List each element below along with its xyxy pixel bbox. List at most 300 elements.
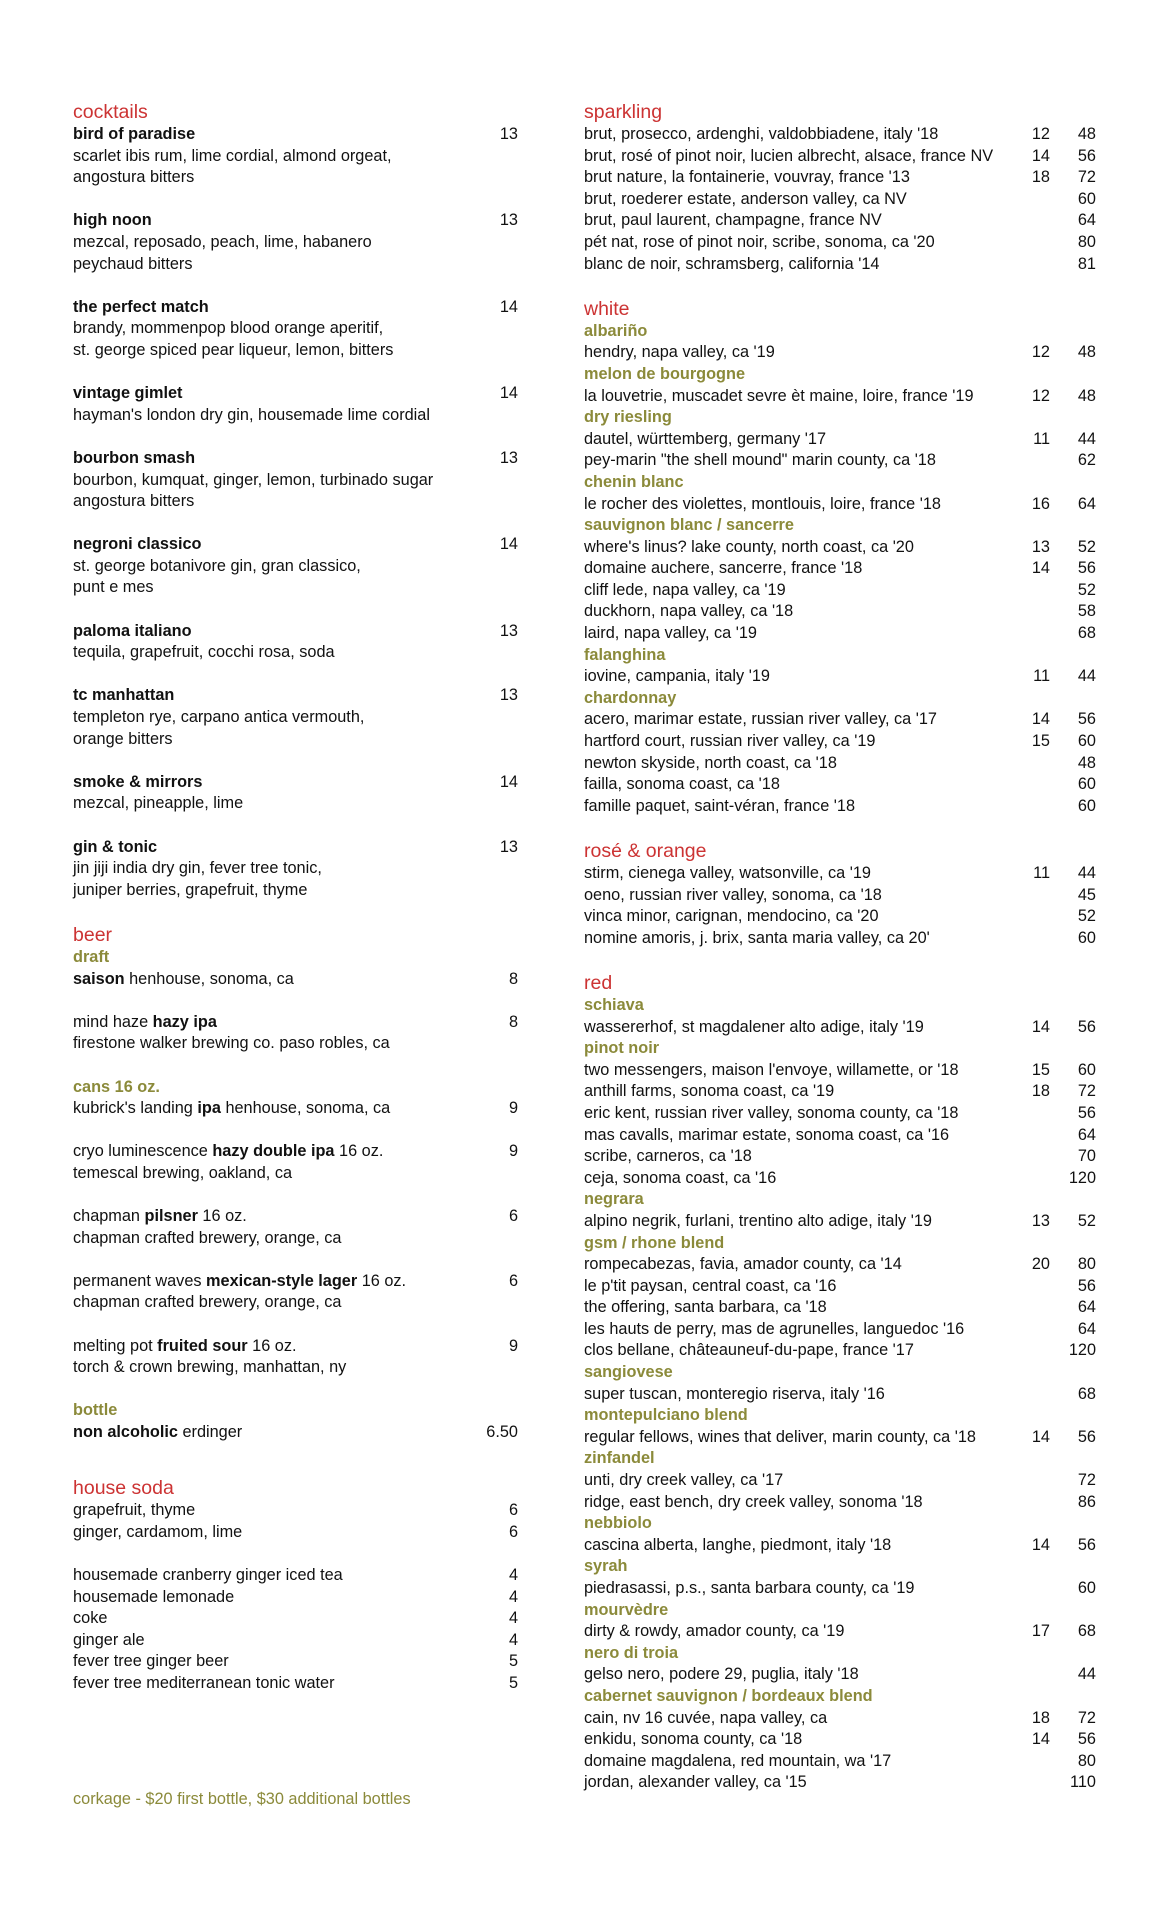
item-description: la louvetrie, muscadet sevre èt maine, loire, france '19: [584, 386, 974, 405]
item-description: eric kent, russian river valley, sonoma county, ca '18: [584, 1103, 959, 1122]
item-description: iovine, campania, italy '19: [584, 667, 770, 686]
spacer: [584, 275, 1096, 297]
item-suffix: 16 oz.: [197, 1207, 247, 1226]
menu-line: [73, 491, 518, 513]
item-description: the offering, santa barbara, ca '18: [584, 1298, 827, 1317]
item-description: failla, sonoma coast, ca '18: [584, 775, 780, 794]
price-glass: 13: [499, 448, 518, 467]
menu-line: [584, 1384, 1096, 1406]
price-bottle: 68: [1077, 1384, 1096, 1403]
subsection-heading: pinot noir: [584, 1039, 660, 1058]
item-suffix: 16 oz.: [334, 1142, 384, 1161]
price-bottle: 56: [1077, 1017, 1096, 1036]
menu-item: [73, 621, 518, 643]
price-bottle: 60: [1077, 796, 1096, 815]
item-description: temescal brewing, oakland, ca: [73, 1163, 293, 1182]
menu-line: [584, 1470, 1096, 1492]
item-name: smoke & mirrors: [73, 772, 203, 791]
price-glass: 4: [508, 1630, 518, 1649]
subsection-heading: nebbiolo: [584, 1514, 652, 1533]
item-description: hartford court, russian river valley, ca '19: [584, 732, 876, 751]
spacer: [73, 1543, 518, 1565]
item-description: stirm, cienega valley, watsonville, ca '19: [584, 864, 871, 882]
menu-line: [73, 167, 518, 189]
menu-line: [584, 1578, 1096, 1600]
item-description: le rocher des violettes, montlouis, loire, france '18: [584, 494, 941, 513]
subsection-heading: dry riesling: [584, 408, 672, 427]
price-bottle: 56: [1077, 1276, 1096, 1295]
price-bottle: 48: [1077, 753, 1096, 772]
item-style: ipa: [197, 1099, 221, 1118]
item-name: paloma italiano: [73, 621, 192, 640]
price-glass: 15: [1031, 1060, 1050, 1079]
menu-line: [73, 880, 518, 902]
item-description: jin jiji india dry gin, fever tree tonic,: [73, 859, 322, 878]
menu-item: [73, 448, 518, 470]
subsection-heading: montepulciano blend: [584, 1406, 748, 1425]
price-bottle: 62: [1077, 451, 1096, 470]
price-glass: 13: [499, 837, 518, 856]
menu-line: [73, 470, 518, 492]
item-name: the perfect match: [73, 297, 209, 316]
price-bottle: 48: [1077, 125, 1096, 143]
price-glass: 13: [499, 621, 518, 640]
price-glass: 14: [499, 297, 518, 316]
item-description: torch & crown brewing, manhattan, ny: [73, 1358, 347, 1377]
price-glass: 17: [1031, 1622, 1050, 1641]
price-bottle: 56: [1077, 1730, 1096, 1749]
menu-line: [584, 146, 1096, 168]
price-bottle: 56: [1077, 1427, 1096, 1446]
item-description: piedrasassi, p.s., santa barbara county, ca '19: [584, 1579, 915, 1597]
item-description: juniper berries, grapefruit, thyme: [73, 880, 308, 899]
item-description: ridge, east bench, dry creek valley, sonoma '18: [584, 1492, 923, 1511]
item-description: punt e mes: [73, 578, 154, 597]
item-description: dautel, württemberg, germany '17: [584, 429, 827, 448]
menu-line: [584, 558, 1096, 580]
price-bottle: 86: [1077, 1492, 1096, 1511]
menu-line: [73, 1651, 518, 1673]
menu-line: [584, 1772, 1096, 1794]
subsection-heading: gsm / rhone blend: [584, 1233, 725, 1252]
price-glass: 14: [1031, 1730, 1050, 1749]
section-heading: white: [584, 297, 630, 320]
item-description: hayman's london dry gin, housemade lime cordial: [73, 405, 430, 424]
price-glass: 9: [508, 1336, 518, 1355]
menu-line: [73, 1522, 518, 1544]
item-description: orange bitters: [73, 729, 173, 748]
item-description: laird, napa valley, ca '19: [584, 624, 757, 643]
item-description: cliff lede, napa valley, ca '19: [584, 580, 786, 599]
menu-line: [584, 342, 1096, 364]
item-description: brut, paul laurent, champagne, france NV: [584, 211, 882, 230]
price-glass: 14: [1031, 1535, 1050, 1554]
price-glass: 18: [1031, 1708, 1050, 1727]
menu-line: [73, 642, 518, 664]
menu-line: [584, 863, 1096, 885]
price-glass: 14: [1031, 559, 1050, 578]
price-glass: 14: [1031, 146, 1050, 165]
item-description: clos bellane, châteauneuf-du-pape, france '17: [584, 1341, 914, 1360]
menu-line: [584, 1103, 1096, 1125]
item-prefix: kubrick's landing: [73, 1099, 198, 1118]
price-bottle: 60: [1077, 189, 1096, 208]
price-bottle: 56: [1077, 559, 1096, 578]
spacer: [73, 513, 518, 535]
item-description: domaine auchere, sancerre, france '18: [584, 559, 863, 578]
price-glass: 12: [1031, 386, 1050, 405]
price-bottle: 44: [1077, 429, 1096, 448]
item-description: wassererhof, st magdalener alto adige, italy '19: [584, 1017, 924, 1036]
spacer: [73, 362, 518, 384]
item-description: pey-marin "the shell mound" marin county, ca '18: [584, 451, 936, 470]
price-glass: 5: [508, 1673, 518, 1692]
item-description: st. george botanivore gin, gran classico,: [73, 556, 361, 575]
price-bottle: 52: [1077, 537, 1096, 556]
price-bottle: 44: [1077, 1665, 1096, 1684]
price-glass: 13: [499, 211, 518, 230]
price-bottle: 60: [1077, 1579, 1096, 1597]
menu-line: [73, 254, 518, 276]
subsection-heading: falanghina: [584, 645, 666, 664]
item-description: ginger, cardamom, lime: [73, 1522, 243, 1541]
menu-item: [73, 1141, 518, 1163]
spacer: [73, 1120, 518, 1142]
item-description: le p'tit paysan, central coast, ca '16: [584, 1276, 837, 1295]
spacer: [73, 1055, 518, 1077]
item-description: brut nature, la fontainerie, vouvray, france '13: [584, 168, 910, 187]
menu-line: [584, 753, 1096, 775]
menu-line: [73, 340, 518, 362]
item-description: housemade cranberry ginger iced tea: [73, 1566, 343, 1584]
menu-line: [584, 885, 1096, 907]
price-glass: 13: [1031, 537, 1050, 556]
price-bottle: 64: [1077, 1125, 1096, 1144]
menu-line: [584, 1664, 1096, 1686]
menu-line: [584, 709, 1096, 731]
item-style: pilsner: [144, 1207, 198, 1226]
menu-line: [584, 928, 1096, 950]
item-description: peychaud bitters: [73, 254, 193, 273]
spacer: [73, 426, 518, 448]
price-glass: 14: [499, 535, 518, 554]
price-bottle: 52: [1077, 1211, 1096, 1230]
item-description: super tuscan, monteregio riserva, italy '16: [584, 1384, 885, 1403]
spacer: [73, 901, 518, 923]
price-bottle: 64: [1077, 1319, 1096, 1338]
item-description: fever tree ginger beer: [73, 1652, 229, 1671]
price-glass: 4: [508, 1566, 518, 1584]
item-description: hendry, napa valley, ca '19: [584, 343, 775, 362]
price-bottle: 60: [1077, 775, 1096, 794]
menu-line: [584, 167, 1096, 189]
price-glass: 8: [508, 969, 518, 988]
menu-item: [73, 969, 518, 991]
subsection-heading: mourvèdre: [584, 1600, 669, 1619]
menu-item: [73, 297, 518, 319]
price-bottle: 60: [1077, 928, 1096, 947]
item-description: acero, marimar estate, russian river valley, ca '17: [584, 710, 937, 729]
section-heading: cocktails: [73, 101, 148, 123]
spacer: [584, 949, 1096, 971]
menu-line: [584, 666, 1096, 688]
menu-line: [73, 1357, 518, 1379]
right-column: [584, 100, 1096, 1794]
item-suffix: erdinger: [177, 1423, 243, 1442]
menu-line: [73, 793, 518, 815]
menu-line: [73, 858, 518, 880]
menu-line: [584, 580, 1096, 602]
menu-line: [584, 1492, 1096, 1514]
price-glass: 12: [1031, 343, 1050, 362]
item-description: alpino negrik, furlani, trentino alto adige, italy '19: [584, 1211, 932, 1230]
item-description: housemade lemonade: [73, 1587, 235, 1606]
item-name: vintage gimlet: [73, 384, 183, 403]
menu-line: [584, 210, 1096, 232]
price-bottle: 56: [1077, 1535, 1096, 1554]
price-glass: 4: [508, 1587, 518, 1606]
price-glass: 14: [499, 384, 518, 403]
menu-line: [584, 1168, 1096, 1190]
item-name: bourbon smash: [73, 448, 196, 467]
price-bottle: 110: [1070, 1773, 1096, 1792]
price-bottle: 81: [1077, 254, 1096, 273]
item-description: jordan, alexander valley, ca '15: [584, 1773, 807, 1792]
price-glass: 13: [499, 125, 518, 143]
menu-line: [73, 1500, 518, 1522]
menu-item: [73, 685, 518, 707]
item-suffix: 16 oz.: [357, 1271, 407, 1290]
item-description: enkidu, sonoma county, ca '18: [584, 1730, 803, 1749]
menu-line: [73, 1163, 518, 1185]
menu-line: [584, 429, 1096, 451]
menu-line: [73, 232, 518, 254]
item-description: mezcal, reposado, peach, lime, habanero: [73, 232, 372, 251]
item-description: ceja, sonoma coast, ca '16: [584, 1168, 777, 1187]
subsection-heading: chenin blanc: [584, 472, 684, 491]
item-description: cain, nv 16 cuvée, napa valley, ca: [584, 1708, 828, 1727]
menu-line: [584, 1340, 1096, 1362]
item-description: les hauts de perry, mas de agrunelles, languedoc '16: [584, 1319, 965, 1338]
subsection-heading: sangiovese: [584, 1363, 673, 1382]
section-heading: beer: [73, 923, 113, 946]
spacer: [73, 1465, 518, 1476]
menu-line: [73, 1608, 518, 1630]
section-heading: rosé & orange: [584, 840, 707, 862]
price-glass: 5: [508, 1652, 518, 1671]
item-style: non alcoholic: [73, 1423, 178, 1442]
menu-line: [73, 556, 518, 578]
spacer: [584, 817, 1096, 839]
subsection-heading: sauvignon blanc / sancerre: [584, 516, 794, 535]
item-description: blanc de noir, schramsberg, california '14: [584, 254, 880, 273]
price-bottle: 45: [1077, 885, 1096, 904]
price-glass: 13: [499, 686, 518, 705]
item-description: angostura bitters: [73, 168, 195, 187]
item-description: scarlet ibis rum, lime cordial, almond orgeat,: [73, 146, 392, 165]
menu-line: [584, 1319, 1096, 1341]
menu-item: [73, 1206, 518, 1228]
spacer: [73, 815, 518, 837]
menu-line: [584, 796, 1096, 818]
menu-line: [584, 731, 1096, 753]
price-bottle: 44: [1077, 667, 1096, 686]
spacer: [73, 1314, 518, 1336]
menu-line: [73, 318, 518, 340]
item-description: ginger ale: [73, 1630, 145, 1649]
item-description: st. george spiced pear liqueur, lemon, bitters: [73, 340, 394, 359]
spacer: [73, 1444, 518, 1466]
menu-line: [73, 1033, 518, 1055]
spacer: [73, 664, 518, 686]
item-description: two messengers, maison l'envoye, willamette, or '18: [584, 1060, 959, 1079]
item-prefix: cryo luminescence: [73, 1142, 213, 1161]
price-bottle: 72: [1077, 1082, 1096, 1101]
price-bottle: 52: [1077, 907, 1096, 926]
price-glass: 15: [1031, 732, 1050, 751]
menu-line: [584, 386, 1096, 408]
subsection-heading: cans 16 oz.: [73, 1077, 160, 1096]
menu-line: [73, 1630, 518, 1652]
menu-line: [73, 146, 518, 168]
subsection-heading: melon de bourgogne: [584, 364, 745, 383]
price-bottle: 120: [1068, 1168, 1096, 1187]
menu-line: [584, 1427, 1096, 1449]
menu-item: [73, 124, 518, 146]
menu-line: [584, 623, 1096, 645]
price-glass: 8: [508, 1012, 518, 1031]
menu-line: [73, 729, 518, 751]
price-glass: 6: [508, 1207, 518, 1226]
item-description: vinca minor, carignan, mendocino, ca '20: [584, 907, 879, 926]
subsection-heading: negrara: [584, 1190, 644, 1209]
menu-item: [73, 383, 518, 405]
subsection-heading: chardonnay: [584, 688, 677, 707]
menu-item: [73, 1422, 518, 1444]
menu-item: [73, 210, 518, 232]
item-description: pét nat, rose of pinot noir, scribe, sonoma, ca '20: [584, 232, 935, 251]
price-bottle: 68: [1077, 624, 1096, 643]
item-description: brut, roederer estate, anderson valley, ca NV: [584, 189, 907, 208]
item-description: gelso nero, podere 29, puglia, italy '18: [584, 1665, 859, 1684]
item-description: cascina alberta, langhe, piedmont, italy '18: [584, 1535, 892, 1554]
menu-item: [73, 1098, 518, 1120]
item-name: negroni classico: [73, 535, 202, 554]
price-glass: 6: [508, 1501, 518, 1520]
menu-item: [73, 837, 518, 859]
item-description: nomine amoris, j. brix, santa maria valley, ca 20': [584, 928, 930, 947]
item-name: bird of paradise: [73, 125, 196, 143]
price-bottle: 58: [1077, 602, 1096, 621]
price-glass: 16: [1031, 494, 1050, 513]
menu-line: [73, 1292, 518, 1314]
item-description: mezcal, pineapple, lime: [73, 794, 244, 813]
price-glass: 6.50: [486, 1423, 518, 1442]
price-bottle: 70: [1077, 1147, 1096, 1166]
item-description: famille paquet, saint-véran, france '18: [584, 796, 855, 815]
menu-line: [73, 1228, 518, 1250]
corkage-note: corkage - $20 first bottle, $30 additional bottles: [73, 1790, 411, 1808]
item-suffix: henhouse, sonoma, ca: [220, 1099, 391, 1118]
item-description: brut, prosecco, ardenghi, valdobbiadene, italy '18: [584, 125, 939, 143]
price-bottle: 44: [1077, 864, 1096, 882]
price-glass: 9: [508, 1099, 518, 1118]
price-glass: 14: [1031, 1427, 1050, 1446]
price-bottle: 64: [1077, 1298, 1096, 1317]
item-description: mas cavalls, marimar estate, sonoma coast, ca '16: [584, 1125, 950, 1144]
item-name: gin & tonic: [73, 837, 158, 856]
subsection-heading: draft: [73, 947, 110, 966]
item-description: unti, dry creek valley, ca '17: [584, 1471, 784, 1490]
item-description: fever tree mediterranean tonic water: [73, 1673, 335, 1692]
subsection-heading: schiava: [584, 995, 644, 1014]
item-description: templeton rye, carpano antica vermouth,: [73, 708, 365, 727]
menu-line: [584, 450, 1096, 472]
menu-line: [584, 189, 1096, 211]
item-description: brandy, mommenpop blood orange aperitif,: [73, 319, 384, 338]
price-glass: 11: [1033, 864, 1050, 882]
price-bottle: 72: [1077, 168, 1096, 187]
item-description: scribe, carneros, ca '18: [584, 1147, 752, 1166]
price-bottle: 80: [1077, 232, 1096, 251]
price-glass: 13: [1031, 1211, 1050, 1230]
menu-line: [73, 1565, 518, 1587]
price-bottle: 52: [1077, 580, 1096, 599]
menu-line: [584, 1211, 1096, 1233]
item-description: firestone walker brewing co. paso robles, ca: [73, 1034, 390, 1053]
menu-line: [584, 232, 1096, 254]
item-prefix: chapman: [73, 1207, 145, 1226]
item-prefix: permanent waves: [73, 1271, 207, 1290]
menu-line: [584, 1081, 1096, 1103]
menu-line: [584, 1751, 1096, 1773]
price-bottle: 120: [1068, 1341, 1096, 1360]
item-description: anthill farms, sonoma coast, ca '19: [584, 1082, 835, 1101]
price-glass: 18: [1031, 168, 1050, 187]
subsection-heading: cabernet sauvignon / bordeaux blend: [584, 1686, 873, 1705]
price-bottle: 64: [1077, 494, 1096, 513]
menu-line: [73, 405, 518, 427]
menu-line: [584, 1535, 1096, 1557]
item-description: duckhorn, napa valley, ca '18: [584, 602, 794, 621]
item-description: grapefruit, thyme: [73, 1501, 196, 1520]
left-column: [73, 100, 518, 1695]
menu-line: [584, 494, 1096, 516]
menu-item: [73, 1336, 518, 1358]
item-description: bourbon, kumquat, ginger, lemon, turbinado sugar: [73, 470, 434, 489]
item-description: angostura bitters: [73, 492, 195, 511]
spacer: [73, 1249, 518, 1271]
menu-line: [584, 1017, 1096, 1039]
subsection-heading: bottle: [73, 1401, 118, 1420]
item-prefix: melting pot: [73, 1336, 158, 1355]
item-description: tequila, grapefruit, cocchi rosa, soda: [73, 643, 335, 662]
menu-line: [584, 1060, 1096, 1082]
item-description: oeno, russian river valley, sonoma, ca '18: [584, 885, 882, 904]
spacer: [73, 1379, 518, 1401]
menu-item: [73, 772, 518, 794]
item-description: regular fellows, wines that deliver, marin county, ca '18: [584, 1427, 976, 1446]
price-bottle: 48: [1077, 386, 1096, 405]
menu-line: [584, 906, 1096, 928]
price-bottle: 56: [1077, 710, 1096, 729]
price-bottle: 64: [1077, 211, 1096, 230]
price-bottle: 60: [1077, 732, 1096, 751]
price-bottle: 56: [1077, 1103, 1096, 1122]
menu-item: [73, 534, 518, 556]
section-heading: red: [584, 971, 613, 994]
menu-line: [584, 601, 1096, 623]
